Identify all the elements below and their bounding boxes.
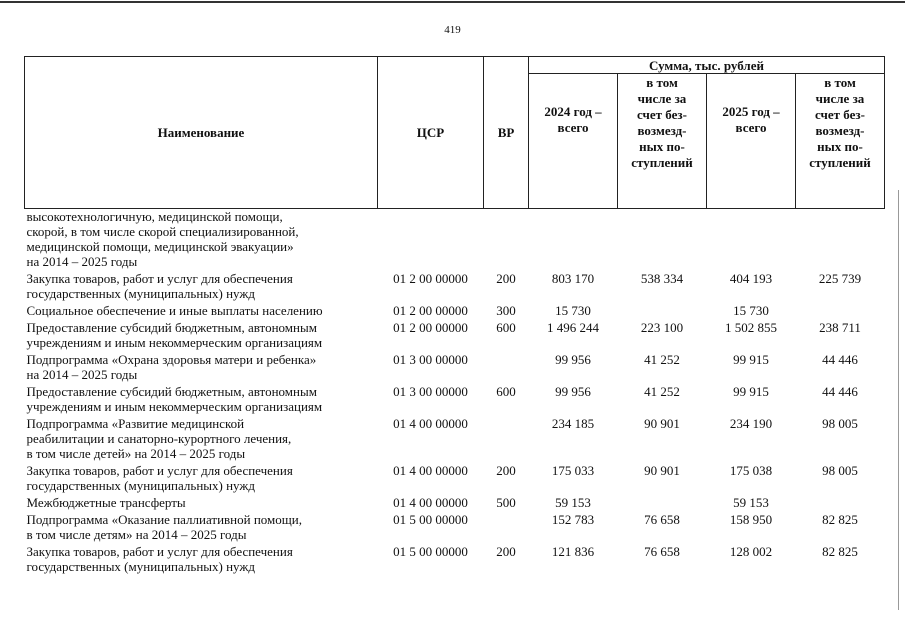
header-line: ступлений [809,155,871,170]
row-2025-total [707,209,796,272]
row-name-line: в том числе детей» на 2014 – 2025 годы [26,446,246,461]
table-body [25,209,885,577]
table-row [25,544,885,576]
row-name-line: Межбюджетные трансферты [26,495,186,510]
row-2025-total: 158 950 [729,512,773,527]
row-csr: 01 2 00 00000 [393,303,468,318]
header-line: 2024 год – [544,104,602,119]
row-name-line: Предоставление субсидий бюджетным, автономным [26,384,317,399]
row-name [25,303,378,320]
row-name-line: государственных (муниципальных) нужд [26,286,255,301]
header-name: Наименование [25,57,378,209]
row-2024-free: 90 901 [644,416,680,431]
header-2025-total [707,74,796,209]
row-name-line: Подпрограмма «Охрана здоровья матери и ребенка» [26,352,317,367]
header-line: ступлений [631,155,693,170]
row-name-line: в том числе детям» на 2014 – 2025 годы [26,527,247,542]
row-2025-total: 59 153 [733,495,769,510]
row-2024-total: 99 956 [555,384,591,399]
header-line: ных по- [817,139,863,154]
row-2025-free: 82 825 [822,544,858,559]
header-line: возмезд- [637,123,687,138]
row-2024-free: 76 658 [644,544,680,559]
row-vr [484,512,529,544]
row-2024-total: 803 170 [551,271,595,286]
row-name-line: Социальное обеспечение и иные выплаты населению [26,303,323,318]
row-name-line: государственных (муниципальных) нужд [26,478,255,493]
header-line: ных по- [639,139,685,154]
row-name-line: Закупка товаров, работ и услуг для обеспечения [26,544,293,559]
header-line: возмезд- [815,123,865,138]
header-line: счет без- [815,107,865,122]
table-row [25,320,885,352]
row-2024-free [618,495,707,512]
row-name [25,352,378,384]
row-2025-total: 15 730 [733,303,769,318]
row-name-line: Подпрограмма «Оказание паллиативной помощи, [26,512,302,527]
row-2025-free: 238 711 [819,320,861,335]
row-2025-free: 98 005 [822,416,858,431]
row-name-line: Предоставление субсидий бюджетным, автономным [26,320,317,335]
row-name [25,271,378,303]
row-csr [378,209,484,272]
table-row [25,384,885,416]
table-row [25,416,885,463]
row-name [25,416,378,463]
header-line: 2025 год – [722,104,780,119]
row-2025-total: 99 915 [733,384,769,399]
row-2025-total: 99 915 [733,352,769,367]
table-row [25,271,885,303]
row-2025-total: 128 002 [729,544,773,559]
row-vr: 300 [496,303,516,318]
row-name-line: реабилитации и санаторно-курортного лечения, [26,431,292,446]
row-2025-free [796,209,885,272]
row-2025-free: 225 739 [818,271,862,286]
header-sum-group: Сумма, тыс. рублей [529,57,885,74]
row-2024-total: 1 496 244 [547,320,599,335]
row-2024-total: 152 783 [551,512,595,527]
row-name-line: учреждениям и иным некоммерческим организациям [26,399,323,414]
header-line: в том [646,75,678,90]
row-vr [484,416,529,463]
header-line: числе за [637,91,687,106]
row-vr: 200 [496,271,516,286]
row-2025-total: 234 190 [729,416,773,431]
table-row [25,303,885,320]
row-csr: 01 3 00 00000 [393,352,468,367]
row-name-line: высокотехнологичную, медицинской помощи, [26,209,283,224]
row-name [25,463,378,495]
table-header [25,57,885,209]
page-number: 419 [444,24,461,36]
row-name [25,384,378,416]
header-line: счет без- [637,107,687,122]
row-2025-free: 44 446 [822,384,858,399]
table-row [25,495,885,512]
row-2024-free [618,209,707,272]
row-vr: 200 [496,544,516,559]
row-name-line: учреждениям и иным некоммерческим организациям [26,335,323,350]
header-line: всего [557,120,589,135]
row-2024-free: 223 100 [640,320,684,335]
row-vr [484,209,529,272]
right-edge-rule [898,190,899,610]
row-name-line: Закупка товаров, работ и услуг для обеспечения [26,271,293,286]
row-csr: 01 4 00 00000 [393,416,468,431]
row-2024-free: 538 334 [640,271,684,286]
row-name [25,544,378,576]
row-2025-total: 175 038 [729,463,773,478]
header-2024-free [618,74,707,209]
row-name [25,512,378,544]
row-2024-free: 76 658 [644,512,680,527]
row-name [25,320,378,352]
row-2024-total: 15 730 [555,303,591,318]
budget-table [24,56,885,576]
row-csr: 01 4 00 00000 [393,463,468,478]
table-row [25,463,885,495]
row-name-line: государственных (муниципальных) нужд [26,559,255,574]
row-csr: 01 3 00 00000 [393,384,468,399]
row-name-line: Закупка товаров, работ и услуг для обеспечения [26,463,293,478]
row-2024-free: 41 252 [644,384,680,399]
row-name-line: Подпрограмма «Развитие медицинской [26,416,245,431]
row-name-line: на 2014 – 2025 годы [26,254,138,269]
row-2025-total: 404 193 [729,271,773,286]
header-csr: ЦСР [378,57,484,209]
row-2024-total: 121 836 [551,544,595,559]
header-line: всего [735,120,767,135]
row-2024-free [618,303,707,320]
row-2025-free [796,495,885,512]
row-2025-free [796,303,885,320]
row-2025-free: 98 005 [822,463,858,478]
row-2025-free: 44 446 [822,352,858,367]
row-vr: 600 [496,320,516,335]
row-2024-total: 234 185 [551,416,595,431]
row-vr [484,352,529,384]
row-2024-total: 175 033 [551,463,595,478]
row-name-line: медицинской помощи, медицинской эвакуации» [26,239,294,254]
row-name [25,495,378,512]
row-vr: 500 [496,495,516,510]
header-2025-free [796,74,885,209]
table-row [25,209,885,272]
table-row [25,352,885,384]
row-vr: 200 [496,463,516,478]
row-2024-free: 41 252 [644,352,680,367]
top-rule [0,1,905,3]
row-csr: 01 4 00 00000 [393,495,468,510]
header-line: числе за [815,91,865,106]
table-row [25,512,885,544]
row-2024-total [529,209,618,272]
row-name-line: на 2014 – 2025 годы [26,367,138,382]
row-csr: 01 5 00 00000 [393,544,468,559]
row-name [25,209,378,272]
row-2024-free: 90 901 [644,463,680,478]
header-2024-total [529,74,618,209]
header-vr: ВР [484,57,529,209]
row-vr: 600 [496,384,516,399]
row-2024-total: 99 956 [555,352,591,367]
row-csr: 01 2 00 00000 [393,271,468,286]
row-2025-free: 82 825 [822,512,858,527]
header-line: в том [824,75,856,90]
row-csr: 01 2 00 00000 [393,320,468,335]
row-2025-total: 1 502 855 [725,320,777,335]
row-name-line: скорой, в том числе скорой специализированной, [26,224,299,239]
row-csr: 01 5 00 00000 [393,512,468,527]
row-2024-total: 59 153 [555,495,591,510]
